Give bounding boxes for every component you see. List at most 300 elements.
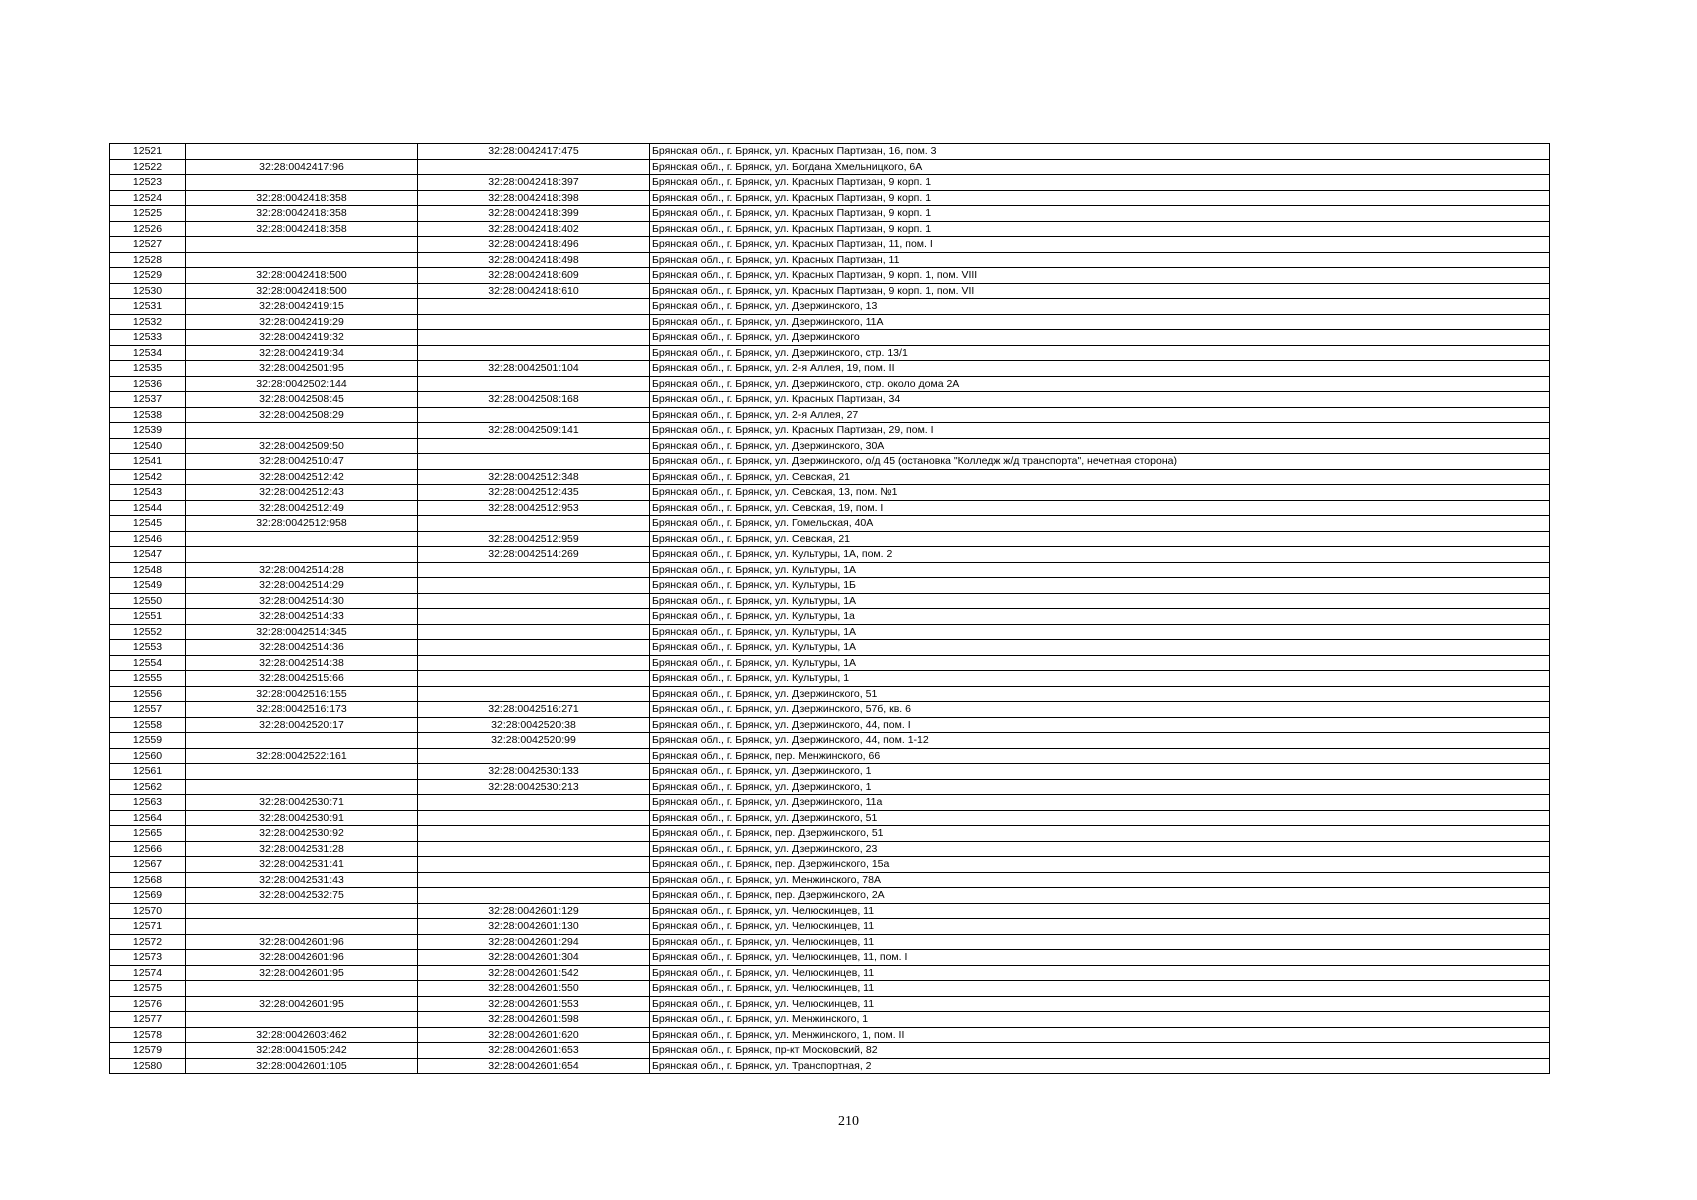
land-cadastral-number-cell: 32:28:0042418:500 — [186, 268, 418, 284]
table-row — [110, 779, 1550, 795]
land-cadastral-number-cell: 32:28:0042530:92 — [186, 826, 418, 842]
land-cadastral-number-cell — [186, 981, 418, 997]
object-cadastral-number-cell — [418, 438, 650, 454]
land-cadastral-number-cell: 32:28:0042601:105 — [186, 1058, 418, 1074]
row-number-cell: 12559 — [110, 733, 186, 749]
row-number-cell: 12552 — [110, 624, 186, 640]
land-cadastral-number-cell: 32:28:0042532:75 — [186, 888, 418, 904]
land-cadastral-number-cell: 32:28:0042601:95 — [186, 996, 418, 1012]
table-row — [110, 190, 1550, 206]
object-cadastral-number-cell — [418, 562, 650, 578]
object-cadastral-number-cell: 32:28:0042418:399 — [418, 206, 650, 222]
object-cadastral-number-cell: 32:28:0042418:610 — [418, 283, 650, 299]
address-cell: Брянская обл., г. Брянск, ул. Красных Партизан, 29, пом. I — [650, 423, 1550, 439]
address-cell: Брянская обл., г. Брянск, ул. Челюскинцев, 11, пом. I — [650, 950, 1550, 966]
object-cadastral-number-cell: 32:28:0042601:304 — [418, 950, 650, 966]
address-cell: Брянская обл., г. Брянск, ул. Дзержинского, 44, пом. I — [650, 717, 1550, 733]
land-cadastral-number-cell — [186, 903, 418, 919]
address-cell: Брянская обл., г. Брянск, ул. Дзержинского, 13 — [650, 299, 1550, 315]
row-number-cell: 12570 — [110, 903, 186, 919]
object-cadastral-number-cell: 32:28:0042418:498 — [418, 252, 650, 268]
table-row — [110, 981, 1550, 997]
land-cadastral-number-cell: 32:28:0042512:49 — [186, 500, 418, 516]
object-cadastral-number-cell: 32:28:0042418:397 — [418, 175, 650, 191]
row-number-cell: 12543 — [110, 485, 186, 501]
object-cadastral-number-cell: 32:28:0042530:213 — [418, 779, 650, 795]
row-number-cell: 12572 — [110, 934, 186, 950]
land-cadastral-number-cell: 32:28:0042531:43 — [186, 872, 418, 888]
row-number-cell: 12523 — [110, 175, 186, 191]
land-cadastral-number-cell: 32:28:0042419:32 — [186, 330, 418, 346]
table-row — [110, 841, 1550, 857]
object-cadastral-number-cell — [418, 748, 650, 764]
table-row — [110, 407, 1550, 423]
land-cadastral-number-cell: 32:28:0042530:71 — [186, 795, 418, 811]
object-cadastral-number-cell: 32:28:0042418:609 — [418, 268, 650, 284]
table-row — [110, 423, 1550, 439]
row-number-cell: 12542 — [110, 469, 186, 485]
object-cadastral-number-cell: 32:28:0042601:620 — [418, 1027, 650, 1043]
object-cadastral-number-cell: 32:28:0042601:542 — [418, 965, 650, 981]
object-cadastral-number-cell: 32:28:0042512:435 — [418, 485, 650, 501]
land-cadastral-number-cell — [186, 144, 418, 160]
row-number-cell: 12533 — [110, 330, 186, 346]
address-cell: Брянская обл., г. Брянск, ул. Дзержинского, 44, пом. 1-12 — [650, 733, 1550, 749]
land-cadastral-number-cell: 32:28:0042515:66 — [186, 671, 418, 687]
row-number-cell: 12563 — [110, 795, 186, 811]
row-number-cell: 12564 — [110, 810, 186, 826]
land-cadastral-number-cell: 32:28:0042514:36 — [186, 640, 418, 656]
address-cell: Брянская обл., г. Брянск, ул. Красных Партизан, 9 корп. 1 — [650, 206, 1550, 222]
row-number-cell: 12544 — [110, 500, 186, 516]
address-cell: Брянская обл., г. Брянск, ул. Дзержинского — [650, 330, 1550, 346]
address-cell: Брянская обл., г. Брянск, пер. Дзержинского, 51 — [650, 826, 1550, 842]
row-number-cell: 12575 — [110, 981, 186, 997]
object-cadastral-number-cell: 32:28:0042601:130 — [418, 919, 650, 935]
object-cadastral-number-cell — [418, 826, 650, 842]
object-cadastral-number-cell: 32:28:0042501:104 — [418, 361, 650, 377]
object-cadastral-number-cell: 32:28:0042520:38 — [418, 717, 650, 733]
row-number-cell: 12521 — [110, 144, 186, 160]
row-number-cell: 12532 — [110, 314, 186, 330]
land-cadastral-number-cell: 32:28:0042417:96 — [186, 159, 418, 175]
object-cadastral-number-cell — [418, 593, 650, 609]
address-cell: Брянская обл., г. Брянск, ул. Красных Партизан, 11, пом. I — [650, 237, 1550, 253]
address-cell: Брянская обл., г. Брянск, ул. Дзержинского, 57б, кв. 6 — [650, 702, 1550, 718]
row-number-cell: 12527 — [110, 237, 186, 253]
table-row — [110, 655, 1550, 671]
land-cadastral-number-cell: 32:28:0042419:34 — [186, 345, 418, 361]
land-cadastral-number-cell: 32:28:0042512:43 — [186, 485, 418, 501]
table-row — [110, 671, 1550, 687]
table-row — [110, 159, 1550, 175]
object-cadastral-number-cell: 32:28:0042601:553 — [418, 996, 650, 1012]
table-row — [110, 206, 1550, 222]
row-number-cell: 12546 — [110, 531, 186, 547]
object-cadastral-number-cell: 32:28:0042601:598 — [418, 1012, 650, 1028]
table-row — [110, 454, 1550, 470]
row-number-cell: 12545 — [110, 516, 186, 532]
address-cell: Брянская обл., г. Брянск, ул. Дзержинского, 1 — [650, 764, 1550, 780]
row-number-cell: 12561 — [110, 764, 186, 780]
land-cadastral-number-cell — [186, 175, 418, 191]
row-number-cell: 12540 — [110, 438, 186, 454]
land-cadastral-number-cell — [186, 733, 418, 749]
address-cell: Брянская обл., г. Брянск, ул. Культуры, 1Б — [650, 578, 1550, 594]
address-cell: Брянская обл., г. Брянск, ул. Севская, 13, пом. №1 — [650, 485, 1550, 501]
row-number-cell: 12556 — [110, 686, 186, 702]
object-cadastral-number-cell: 32:28:0042601:654 — [418, 1058, 650, 1074]
object-cadastral-number-cell — [418, 795, 650, 811]
row-number-cell: 12553 — [110, 640, 186, 656]
row-number-cell: 12550 — [110, 593, 186, 609]
object-cadastral-number-cell: 32:28:0042530:133 — [418, 764, 650, 780]
address-cell: Брянская обл., г. Брянск, ул. Красных Партизан, 9 корп. 1 — [650, 221, 1550, 237]
row-number-cell: 12548 — [110, 562, 186, 578]
address-cell: Брянская обл., г. Брянск, ул. Культуры, 1А — [650, 624, 1550, 640]
object-cadastral-number-cell — [418, 841, 650, 857]
address-cell: Брянская обл., г. Брянск, ул. Красных Партизан, 9 корп. 1 — [650, 190, 1550, 206]
object-cadastral-number-cell: 32:28:0042512:953 — [418, 500, 650, 516]
object-cadastral-number-cell — [418, 857, 650, 873]
address-cell: Брянская обл., г. Брянск, ул. Культуры, 1А — [650, 655, 1550, 671]
address-cell: Брянская обл., г. Брянск, ул. Севская, 21 — [650, 469, 1550, 485]
table-row — [110, 888, 1550, 904]
table-row — [110, 640, 1550, 656]
row-number-cell: 12526 — [110, 221, 186, 237]
table-row — [110, 1058, 1550, 1074]
land-cadastral-number-cell: 32:28:0042514:29 — [186, 578, 418, 594]
row-number-cell: 12573 — [110, 950, 186, 966]
table-row — [110, 686, 1550, 702]
land-cadastral-number-cell: 32:28:0042510:47 — [186, 454, 418, 470]
address-cell: Брянская обл., г. Брянск, ул. Челюскинцев, 11 — [650, 996, 1550, 1012]
land-cadastral-number-cell: 32:28:0042514:345 — [186, 624, 418, 640]
table-row — [110, 748, 1550, 764]
address-cell: Брянская обл., г. Брянск, ул. Красных Партизан, 11 — [650, 252, 1550, 268]
land-cadastral-number-cell: 32:28:0042530:91 — [186, 810, 418, 826]
land-cadastral-number-cell: 32:28:0042418:358 — [186, 221, 418, 237]
land-cadastral-number-cell: 32:28:0042516:173 — [186, 702, 418, 718]
address-cell: Брянская обл., г. Брянск, ул. Дзержинского, 11А — [650, 314, 1550, 330]
table-row — [110, 965, 1550, 981]
address-cell: Брянская обл., г. Брянск, ул. Дзержинского, 30А — [650, 438, 1550, 454]
object-cadastral-number-cell: 32:28:0042601:550 — [418, 981, 650, 997]
land-cadastral-number-cell: 32:28:0042418:358 — [186, 190, 418, 206]
table-row — [110, 283, 1550, 299]
table-row — [110, 826, 1550, 842]
page-number: 210 — [838, 1114, 859, 1129]
object-cadastral-number-cell: 32:28:0042508:168 — [418, 392, 650, 408]
address-cell: Брянская обл., г. Брянск, ул. Дзержинского, 51 — [650, 686, 1550, 702]
land-cadastral-number-cell: 32:28:0042501:95 — [186, 361, 418, 377]
land-cadastral-number-cell: 32:28:0042522:161 — [186, 748, 418, 764]
address-cell: Брянская обл., г. Брянск, ул. Богдана Хмельницкого, 6А — [650, 159, 1550, 175]
land-cadastral-number-cell: 32:28:0042508:29 — [186, 407, 418, 423]
land-cadastral-number-cell: 32:28:0042418:500 — [186, 283, 418, 299]
address-cell: Брянская обл., г. Брянск, ул. Дзержинского, стр. 13/1 — [650, 345, 1550, 361]
row-number-cell: 12530 — [110, 283, 186, 299]
table-row — [110, 1027, 1550, 1043]
address-cell: Брянская обл., г. Брянск, ул. Красных Партизан, 9 корп. 1 — [650, 175, 1550, 191]
table-row — [110, 764, 1550, 780]
object-cadastral-number-cell: 32:28:0042418:398 — [418, 190, 650, 206]
address-cell: Брянская обл., г. Брянск, ул. Челюскинцев, 11 — [650, 965, 1550, 981]
land-cadastral-number-cell: 32:28:0042520:17 — [186, 717, 418, 733]
object-cadastral-number-cell — [418, 624, 650, 640]
object-cadastral-number-cell — [418, 640, 650, 656]
row-number-cell: 12555 — [110, 671, 186, 687]
table-row — [110, 996, 1550, 1012]
object-cadastral-number-cell — [418, 655, 650, 671]
table-row — [110, 795, 1550, 811]
object-cadastral-number-cell — [418, 686, 650, 702]
row-number-cell: 12562 — [110, 779, 186, 795]
object-cadastral-number-cell — [418, 454, 650, 470]
land-cadastral-number-cell — [186, 237, 418, 253]
land-cadastral-number-cell: 32:28:0042531:28 — [186, 841, 418, 857]
address-cell: Брянская обл., г. Брянск, ул. Культуры, 1А, пом. 2 — [650, 547, 1550, 563]
table-row — [110, 1012, 1550, 1028]
table-row — [110, 872, 1550, 888]
address-cell: Брянская обл., г. Брянск, ул. Культуры, 1 — [650, 671, 1550, 687]
table-row — [110, 593, 1550, 609]
land-cadastral-number-cell — [186, 1012, 418, 1028]
land-cadastral-number-cell — [186, 779, 418, 795]
table-row — [110, 903, 1550, 919]
object-cadastral-number-cell: 32:28:0042516:271 — [418, 702, 650, 718]
address-cell: Брянская обл., г. Брянск, ул. Культуры, 1А — [650, 640, 1550, 656]
table-row — [110, 500, 1550, 516]
address-cell: Брянская обл., г. Брянск, ул. Дзержинского, 11а — [650, 795, 1550, 811]
table-row — [110, 609, 1550, 625]
land-cadastral-number-cell — [186, 252, 418, 268]
address-cell: Брянская обл., г. Брянск, ул. 2-я Аллея, 27 — [650, 407, 1550, 423]
table-row — [110, 469, 1550, 485]
row-number-cell: 12554 — [110, 655, 186, 671]
object-cadastral-number-cell: 32:28:0042601:294 — [418, 934, 650, 950]
row-number-cell: 12547 — [110, 547, 186, 563]
address-cell: Брянская обл., г. Брянск, ул. Культуры, 1А — [650, 562, 1550, 578]
row-number-cell: 12577 — [110, 1012, 186, 1028]
land-cadastral-number-cell: 32:28:0042514:38 — [186, 655, 418, 671]
address-cell: Брянская обл., г. Брянск, ул. Дзержинского, 1 — [650, 779, 1550, 795]
object-cadastral-number-cell — [418, 159, 650, 175]
land-cadastral-number-cell: 32:28:0042419:29 — [186, 314, 418, 330]
table-row — [110, 438, 1550, 454]
land-cadastral-number-cell: 32:28:0042418:358 — [186, 206, 418, 222]
table-row — [110, 950, 1550, 966]
table-row — [110, 1043, 1550, 1059]
row-number-cell: 12524 — [110, 190, 186, 206]
land-cadastral-number-cell: 32:28:0042512:958 — [186, 516, 418, 532]
row-number-cell: 12525 — [110, 206, 186, 222]
object-cadastral-number-cell — [418, 516, 650, 532]
address-cell: Брянская обл., г. Брянск, ул. Менжинского, 78А — [650, 872, 1550, 888]
row-number-cell: 12549 — [110, 578, 186, 594]
table-row — [110, 857, 1550, 873]
row-number-cell: 12535 — [110, 361, 186, 377]
object-cadastral-number-cell: 32:28:0042417:475 — [418, 144, 650, 160]
table-row — [110, 562, 1550, 578]
table-row — [110, 299, 1550, 315]
object-cadastral-number-cell — [418, 376, 650, 392]
object-cadastral-number-cell — [418, 888, 650, 904]
row-number-cell: 12539 — [110, 423, 186, 439]
address-cell: Брянская обл., г. Брянск, пер. Дзержинского, 2А — [650, 888, 1550, 904]
table-row — [110, 237, 1550, 253]
row-number-cell: 12536 — [110, 376, 186, 392]
row-number-cell: 12576 — [110, 996, 186, 1012]
row-number-cell: 12571 — [110, 919, 186, 935]
address-cell: Брянская обл., г. Брянск, ул. Гомельская, 40А — [650, 516, 1550, 532]
land-cadastral-number-cell: 32:28:0042508:45 — [186, 392, 418, 408]
table-row — [110, 702, 1550, 718]
object-cadastral-number-cell: 32:28:0042601:129 — [418, 903, 650, 919]
address-cell: Брянская обл., г. Брянск, ул. Дзержинского, стр. около дома 2А — [650, 376, 1550, 392]
row-number-cell: 12574 — [110, 965, 186, 981]
table-row — [110, 268, 1550, 284]
table-row — [110, 175, 1550, 191]
property-registry-table — [109, 143, 1550, 1074]
address-cell: Брянская обл., г. Брянск, ул. Красных Партизан, 34 — [650, 392, 1550, 408]
land-cadastral-number-cell: 32:28:0042601:95 — [186, 965, 418, 981]
table-row — [110, 376, 1550, 392]
row-number-cell: 12551 — [110, 609, 186, 625]
table-row — [110, 547, 1550, 563]
address-cell: Брянская обл., г. Брянск, ул. Красных Партизан, 9 корп. 1, пом. VII — [650, 283, 1550, 299]
object-cadastral-number-cell — [418, 314, 650, 330]
object-cadastral-number-cell — [418, 810, 650, 826]
land-cadastral-number-cell: 32:28:0042601:96 — [186, 934, 418, 950]
address-cell: Брянская обл., г. Брянск, пер. Менжинского, 66 — [650, 748, 1550, 764]
object-cadastral-number-cell — [418, 330, 650, 346]
object-cadastral-number-cell — [418, 872, 650, 888]
object-cadastral-number-cell: 32:28:0042418:496 — [418, 237, 650, 253]
row-number-cell: 12541 — [110, 454, 186, 470]
object-cadastral-number-cell: 32:28:0042512:959 — [418, 531, 650, 547]
row-number-cell: 12531 — [110, 299, 186, 315]
address-cell: Брянская обл., г. Брянск, ул. Красных Партизан, 16, пом. 3 — [650, 144, 1550, 160]
address-cell: Брянская обл., г. Брянск, ул. Челюскинцев, 11 — [650, 934, 1550, 950]
address-cell: Брянская обл., г. Брянск, пр-кт Московский, 82 — [650, 1043, 1550, 1059]
table-row — [110, 733, 1550, 749]
document-page — [109, 143, 1550, 1074]
table-row — [110, 810, 1550, 826]
object-cadastral-number-cell: 32:28:0042418:402 — [418, 221, 650, 237]
row-number-cell: 12522 — [110, 159, 186, 175]
object-cadastral-number-cell: 32:28:0042601:653 — [418, 1043, 650, 1059]
table-row — [110, 361, 1550, 377]
address-cell: Брянская обл., г. Брянск, ул. Дзержинского, о/д 45 (остановка "Колледж ж/д транспорта", нечетная сторона) — [650, 454, 1550, 470]
row-number-cell: 12567 — [110, 857, 186, 873]
table-row — [110, 934, 1550, 950]
table-row — [110, 144, 1550, 160]
registry-table-body — [110, 144, 1550, 1074]
table-row — [110, 624, 1550, 640]
address-cell: Брянская обл., г. Брянск, ул. Дзержинского, 23 — [650, 841, 1550, 857]
object-cadastral-number-cell — [418, 609, 650, 625]
row-number-cell: 12569 — [110, 888, 186, 904]
land-cadastral-number-cell: 32:28:0042601:96 — [186, 950, 418, 966]
land-cadastral-number-cell: 32:28:0042514:28 — [186, 562, 418, 578]
land-cadastral-number-cell — [186, 919, 418, 935]
table-row — [110, 578, 1550, 594]
address-cell: Брянская обл., г. Брянск, ул. Севская, 21 — [650, 531, 1550, 547]
land-cadastral-number-cell: 32:28:0042419:15 — [186, 299, 418, 315]
address-cell: Брянская обл., г. Брянск, ул. Дзержинского, 51 — [650, 810, 1550, 826]
land-cadastral-number-cell — [186, 531, 418, 547]
address-cell: Брянская обл., г. Брянск, пер. Дзержинского, 15а — [650, 857, 1550, 873]
row-number-cell: 12538 — [110, 407, 186, 423]
row-number-cell: 12568 — [110, 872, 186, 888]
row-number-cell: 12560 — [110, 748, 186, 764]
land-cadastral-number-cell — [186, 423, 418, 439]
row-number-cell: 12528 — [110, 252, 186, 268]
row-number-cell: 12557 — [110, 702, 186, 718]
row-number-cell: 12578 — [110, 1027, 186, 1043]
object-cadastral-number-cell — [418, 671, 650, 687]
land-cadastral-number-cell: 32:28:0042531:41 — [186, 857, 418, 873]
address-cell: Брянская обл., г. Брянск, ул. 2-я Аллея, 19, пом. II — [650, 361, 1550, 377]
row-number-cell: 12529 — [110, 268, 186, 284]
object-cadastral-number-cell: 32:28:0042512:348 — [418, 469, 650, 485]
table-row — [110, 516, 1550, 532]
object-cadastral-number-cell: 32:28:0042509:141 — [418, 423, 650, 439]
address-cell: Брянская обл., г. Брянск, ул. Челюскинцев, 11 — [650, 981, 1550, 997]
address-cell: Брянская обл., г. Брянск, ул. Менжинского, 1 — [650, 1012, 1550, 1028]
land-cadastral-number-cell: 32:28:0042603:462 — [186, 1027, 418, 1043]
land-cadastral-number-cell: 32:28:0041505:242 — [186, 1043, 418, 1059]
address-cell: Брянская обл., г. Брянск, ул. Культуры, 1а — [650, 609, 1550, 625]
land-cadastral-number-cell — [186, 764, 418, 780]
address-cell: Брянская обл., г. Брянск, ул. Красных Партизан, 9 корп. 1, пом. VIII — [650, 268, 1550, 284]
address-cell: Брянская обл., г. Брянск, ул. Севская, 19, пом. I — [650, 500, 1550, 516]
land-cadastral-number-cell: 32:28:0042514:30 — [186, 593, 418, 609]
row-number-cell: 12566 — [110, 841, 186, 857]
table-row — [110, 252, 1550, 268]
land-cadastral-number-cell: 32:28:0042502:144 — [186, 376, 418, 392]
object-cadastral-number-cell — [418, 407, 650, 423]
row-number-cell: 12537 — [110, 392, 186, 408]
address-cell: Брянская обл., г. Брянск, ул. Менжинского, 1, пом. II — [650, 1027, 1550, 1043]
row-number-cell: 12558 — [110, 717, 186, 733]
row-number-cell: 12579 — [110, 1043, 186, 1059]
table-row — [110, 919, 1550, 935]
table-row — [110, 392, 1550, 408]
land-cadastral-number-cell: 32:28:0042516:155 — [186, 686, 418, 702]
table-row — [110, 314, 1550, 330]
land-cadastral-number-cell: 32:28:0042509:50 — [186, 438, 418, 454]
address-cell: Брянская обл., г. Брянск, ул. Транспортная, 2 — [650, 1058, 1550, 1074]
object-cadastral-number-cell — [418, 578, 650, 594]
row-number-cell: 12565 — [110, 826, 186, 842]
object-cadastral-number-cell: 32:28:0042520:99 — [418, 733, 650, 749]
address-cell: Брянская обл., г. Брянск, ул. Культуры, 1А — [650, 593, 1550, 609]
object-cadastral-number-cell: 32:28:0042514:269 — [418, 547, 650, 563]
table-row — [110, 531, 1550, 547]
table-row — [110, 330, 1550, 346]
object-cadastral-number-cell — [418, 299, 650, 315]
table-row — [110, 345, 1550, 361]
land-cadastral-number-cell — [186, 547, 418, 563]
land-cadastral-number-cell: 32:28:0042514:33 — [186, 609, 418, 625]
table-row — [110, 485, 1550, 501]
land-cadastral-number-cell: 32:28:0042512:42 — [186, 469, 418, 485]
address-cell: Брянская обл., г. Брянск, ул. Челюскинцев, 11 — [650, 919, 1550, 935]
object-cadastral-number-cell — [418, 345, 650, 361]
table-row — [110, 717, 1550, 733]
